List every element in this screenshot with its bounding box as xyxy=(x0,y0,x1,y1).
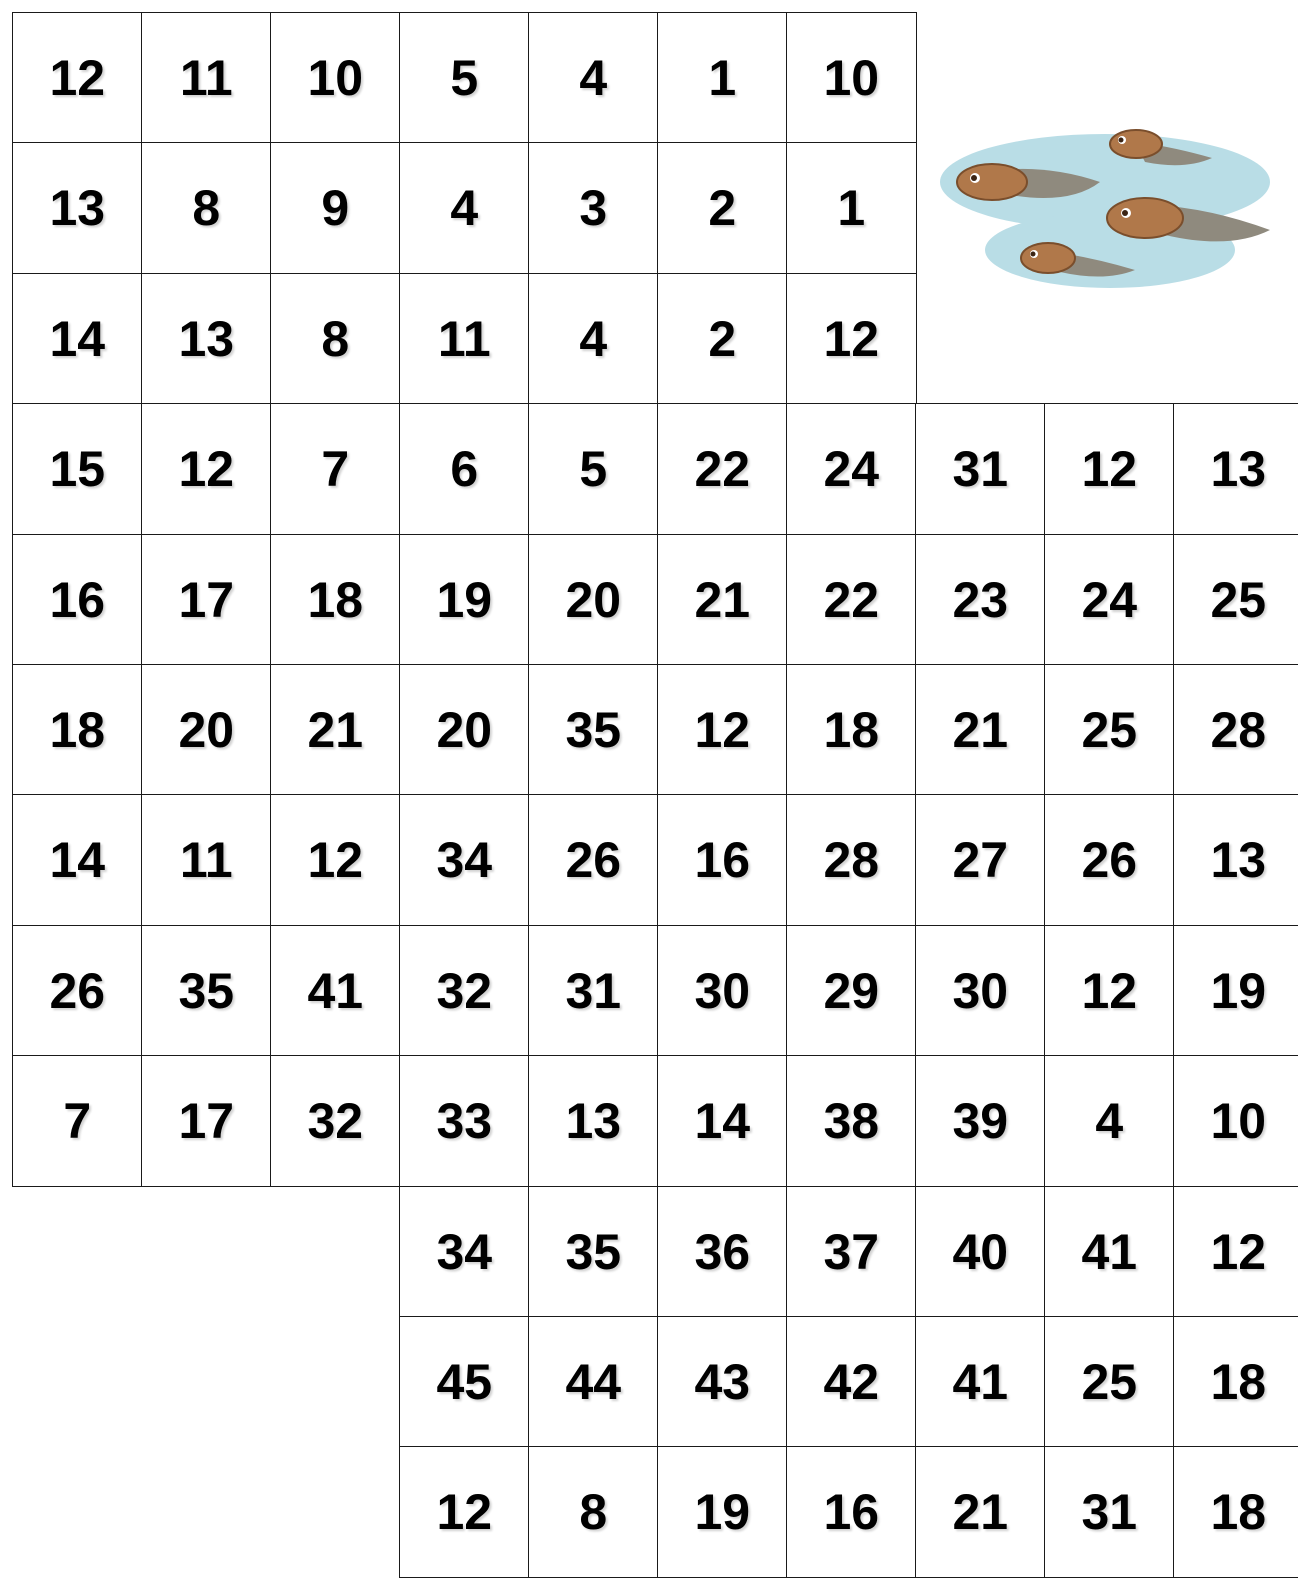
grid-cell[interactable] xyxy=(12,794,143,926)
grid-cell[interactable] xyxy=(528,1055,659,1187)
grid-cell[interactable] xyxy=(270,664,401,796)
grid-cell[interactable] xyxy=(1173,534,1298,666)
grid-cell[interactable] xyxy=(528,664,659,796)
cell-number: 12 xyxy=(694,701,751,758)
grid-cell[interactable] xyxy=(915,664,1046,796)
grid-cell[interactable] xyxy=(528,1446,659,1578)
cell-number: 11 xyxy=(179,49,233,106)
grid-cell[interactable] xyxy=(12,664,143,796)
cell-number: 19 xyxy=(436,571,493,628)
cell-number: 6 xyxy=(450,441,479,498)
grid-cell[interactable] xyxy=(12,142,143,274)
cell-number: 2 xyxy=(708,310,737,367)
cell-number: 12 xyxy=(1210,1223,1267,1280)
grid-cell[interactable] xyxy=(141,1055,272,1187)
cell-number: 7 xyxy=(321,441,350,498)
cell-number: 10 xyxy=(307,49,364,106)
cell-number: 11 xyxy=(179,832,233,889)
cell-number: 12 xyxy=(307,832,364,889)
cell-number: 18 xyxy=(823,701,880,758)
cell-number: 34 xyxy=(436,1223,493,1280)
cell-number: 12 xyxy=(823,310,880,367)
cell-number: 23 xyxy=(952,571,1009,628)
grid-cell[interactable] xyxy=(1173,1446,1298,1578)
grid-cell[interactable] xyxy=(528,273,659,405)
cell-number: 13 xyxy=(1210,832,1267,889)
grid-cell[interactable] xyxy=(1044,403,1175,535)
grid-cell[interactable] xyxy=(657,1446,788,1578)
grid-cell[interactable] xyxy=(399,142,530,274)
grid-cell[interactable] xyxy=(270,794,401,926)
grid-cell[interactable] xyxy=(786,403,917,535)
grid-cell[interactable] xyxy=(1044,534,1175,666)
grid-cell[interactable] xyxy=(141,12,272,144)
cell-number: 10 xyxy=(1210,1093,1267,1150)
grid-cell[interactable] xyxy=(657,1186,788,1318)
cell-number: 32 xyxy=(307,1093,364,1150)
grid-cell[interactable] xyxy=(1173,925,1298,1057)
cell-number: 15 xyxy=(49,441,106,498)
grid-cell[interactable] xyxy=(657,664,788,796)
grid-cell[interactable] xyxy=(915,403,1046,535)
grid-cell[interactable] xyxy=(657,534,788,666)
grid-cell[interactable] xyxy=(915,1316,1046,1448)
grid-cell[interactable] xyxy=(528,1316,659,1448)
grid-cell[interactable] xyxy=(1044,1316,1175,1448)
grid-cell[interactable] xyxy=(1173,1316,1298,1448)
cell-number: 14 xyxy=(694,1093,751,1150)
cell-number: 13 xyxy=(1210,441,1267,498)
grid-cell[interactable] xyxy=(399,1186,530,1318)
grid-cell[interactable] xyxy=(786,1316,917,1448)
grid-cell[interactable] xyxy=(915,1446,1046,1578)
cell-number: 3 xyxy=(579,180,608,237)
cell-number: 13 xyxy=(178,310,235,367)
grid-cell[interactable] xyxy=(12,1055,143,1187)
grid-cell[interactable] xyxy=(12,273,143,405)
cell-number: 1 xyxy=(837,180,866,237)
grid-cell[interactable] xyxy=(528,925,659,1057)
cell-number: 22 xyxy=(823,571,880,628)
cell-number: 10 xyxy=(823,49,880,106)
cell-number: 16 xyxy=(49,571,106,628)
grid-cell[interactable] xyxy=(399,1446,530,1578)
cell-number: 26 xyxy=(565,832,622,889)
cell-number: 36 xyxy=(694,1223,751,1280)
cell-number: 12 xyxy=(1081,441,1138,498)
cell-number: 2 xyxy=(708,180,737,237)
grid-cell[interactable] xyxy=(270,273,401,405)
grid-cell[interactable] xyxy=(1173,403,1298,535)
grid-cell[interactable] xyxy=(141,142,272,274)
grid-cell[interactable] xyxy=(1173,664,1298,796)
grid-cell[interactable] xyxy=(270,142,401,274)
tadpoles-in-pond-icon xyxy=(930,110,1280,310)
grid-cell[interactable] xyxy=(657,1055,788,1187)
cell-number: 12 xyxy=(49,49,106,106)
cell-number: 28 xyxy=(823,832,880,889)
cell-number: 8 xyxy=(579,1484,608,1541)
cell-number: 35 xyxy=(565,1223,622,1280)
cell-number: 4 xyxy=(1095,1093,1124,1150)
cell-number: 5 xyxy=(579,441,608,498)
cell-number: 35 xyxy=(178,962,235,1019)
cell-number: 42 xyxy=(823,1353,880,1410)
grid-cell[interactable] xyxy=(399,403,530,535)
grid-cell[interactable] xyxy=(786,273,917,405)
cell-number: 12 xyxy=(1081,962,1138,1019)
grid-cell[interactable] xyxy=(1044,1186,1175,1318)
grid-cell[interactable] xyxy=(657,403,788,535)
grid-cell[interactable] xyxy=(528,403,659,535)
cell-number: 41 xyxy=(1081,1223,1138,1280)
grid-cell[interactable] xyxy=(1044,664,1175,796)
cell-number: 19 xyxy=(1210,962,1267,1019)
cell-number: 9 xyxy=(321,180,350,237)
cell-number: 18 xyxy=(1210,1484,1267,1541)
cell-number: 8 xyxy=(192,180,221,237)
cell-number: 4 xyxy=(579,310,608,367)
grid-cell[interactable] xyxy=(786,1446,917,1578)
grid-cell[interactable] xyxy=(657,1316,788,1448)
grid-cell[interactable] xyxy=(528,794,659,926)
grid-cell[interactable] xyxy=(399,1055,530,1187)
cell-number: 31 xyxy=(1081,1484,1138,1541)
cell-number: 16 xyxy=(694,832,751,889)
grid-cell[interactable] xyxy=(399,1316,530,1448)
grid-cell[interactable] xyxy=(915,534,1046,666)
cell-number: 21 xyxy=(952,1484,1009,1541)
cell-number: 1 xyxy=(708,49,737,106)
grid-cell[interactable] xyxy=(141,925,272,1057)
cell-number: 41 xyxy=(952,1353,1009,1410)
cell-number: 14 xyxy=(49,310,106,367)
cell-number: 26 xyxy=(49,962,106,1019)
cell-number: 21 xyxy=(694,571,751,628)
cell-number: 21 xyxy=(307,701,364,758)
cell-number: 7 xyxy=(63,1093,92,1150)
cell-number: 25 xyxy=(1210,571,1267,628)
cell-number: 34 xyxy=(436,832,493,889)
grid-cell[interactable] xyxy=(786,534,917,666)
cell-number: 25 xyxy=(1081,1353,1138,1410)
cell-number: 32 xyxy=(436,962,493,1019)
cell-number: 24 xyxy=(1081,571,1138,628)
grid-cell[interactable] xyxy=(915,925,1046,1057)
grid-cell[interactable] xyxy=(528,12,659,144)
cell-number: 14 xyxy=(49,832,106,889)
cell-number: 4 xyxy=(579,49,608,106)
grid-cell[interactable] xyxy=(399,794,530,926)
cell-number: 8 xyxy=(321,310,350,367)
cell-number: 45 xyxy=(436,1353,493,1410)
cell-number: 24 xyxy=(823,441,880,498)
grid-cell[interactable] xyxy=(1173,794,1298,926)
grid-cell[interactable] xyxy=(1044,1055,1175,1187)
grid-cell[interactable] xyxy=(786,664,917,796)
grid-cell[interactable] xyxy=(528,534,659,666)
cell-number: 31 xyxy=(565,962,622,1019)
grid-cell[interactable] xyxy=(1044,925,1175,1057)
grid-cell[interactable] xyxy=(528,1186,659,1318)
grid-cell[interactable] xyxy=(915,794,1046,926)
cell-number: 30 xyxy=(694,962,751,1019)
grid-cell[interactable] xyxy=(141,403,272,535)
cell-number: 38 xyxy=(823,1093,880,1150)
cell-number: 39 xyxy=(952,1093,1009,1150)
grid-cell[interactable] xyxy=(399,273,530,405)
cell-number: 18 xyxy=(49,701,106,758)
grid-cell[interactable] xyxy=(12,534,143,666)
grid-cell[interactable] xyxy=(12,12,143,144)
grid-cell[interactable] xyxy=(270,534,401,666)
cell-number: 18 xyxy=(307,571,364,628)
cell-number: 43 xyxy=(694,1353,751,1410)
grid-cell[interactable] xyxy=(786,1186,917,1318)
cell-number: 35 xyxy=(565,701,622,758)
cell-number: 19 xyxy=(694,1484,751,1541)
cell-number: 17 xyxy=(178,1093,235,1150)
cell-number: 44 xyxy=(565,1353,622,1410)
grid-cell[interactable] xyxy=(1044,794,1175,926)
cell-number: 16 xyxy=(823,1484,880,1541)
cell-number: 20 xyxy=(436,701,493,758)
cell-number: 40 xyxy=(952,1223,1009,1280)
grid-cell[interactable] xyxy=(399,534,530,666)
cell-number: 13 xyxy=(49,180,106,237)
cell-number: 11 xyxy=(437,310,491,367)
cell-number: 21 xyxy=(952,701,1009,758)
cell-number: 22 xyxy=(694,441,751,498)
grid-cell[interactable] xyxy=(915,1186,1046,1318)
cell-number: 31 xyxy=(952,441,1009,498)
grid-cell[interactable] xyxy=(786,925,917,1057)
grid-cell[interactable] xyxy=(528,142,659,274)
grid-cell[interactable] xyxy=(270,1055,401,1187)
grid-cell[interactable] xyxy=(141,794,272,926)
cell-number: 29 xyxy=(823,962,880,1019)
cell-number: 28 xyxy=(1210,701,1267,758)
cell-number: 37 xyxy=(823,1223,880,1280)
grid-cell[interactable] xyxy=(786,1055,917,1187)
grid-cell[interactable] xyxy=(12,403,143,535)
grid-cell[interactable] xyxy=(1044,1446,1175,1578)
cell-number: 4 xyxy=(450,180,479,237)
cell-number: 5 xyxy=(450,49,479,106)
grid-cell[interactable] xyxy=(657,273,788,405)
cell-number: 41 xyxy=(307,962,364,1019)
grid-cell[interactable] xyxy=(399,12,530,144)
grid-cell[interactable] xyxy=(399,925,530,1057)
cell-number: 18 xyxy=(1210,1353,1267,1410)
grid-cell[interactable] xyxy=(657,925,788,1057)
grid-cell[interactable] xyxy=(915,1055,1046,1187)
grid-cell[interactable] xyxy=(141,534,272,666)
grid-cell[interactable] xyxy=(270,403,401,535)
grid-cell[interactable] xyxy=(657,142,788,274)
grid-cell[interactable] xyxy=(270,12,401,144)
cell-number: 13 xyxy=(565,1093,622,1150)
cell-number: 25 xyxy=(1081,701,1138,758)
grid-cell[interactable] xyxy=(786,794,917,926)
grid-cell[interactable] xyxy=(399,664,530,796)
cell-number: 26 xyxy=(1081,832,1138,889)
grid-cell[interactable] xyxy=(12,925,143,1057)
cell-number: 27 xyxy=(952,832,1009,889)
cell-number: 12 xyxy=(436,1484,493,1541)
grid-cell[interactable] xyxy=(657,12,788,144)
grid-cell[interactable] xyxy=(1173,1186,1298,1318)
grid-cell[interactable] xyxy=(786,142,917,274)
grid-cell[interactable] xyxy=(786,12,917,144)
cell-number: 17 xyxy=(178,571,235,628)
cell-number: 20 xyxy=(565,571,622,628)
grid-cell[interactable] xyxy=(1173,1055,1298,1187)
cell-number: 20 xyxy=(178,701,235,758)
grid-cell[interactable] xyxy=(270,925,401,1057)
cell-number: 33 xyxy=(436,1093,493,1150)
grid-cell[interactable] xyxy=(657,794,788,926)
cell-number: 30 xyxy=(952,962,1009,1019)
grid-cell[interactable] xyxy=(141,664,272,796)
grid-cell[interactable] xyxy=(141,273,272,405)
cell-number: 12 xyxy=(178,441,235,498)
